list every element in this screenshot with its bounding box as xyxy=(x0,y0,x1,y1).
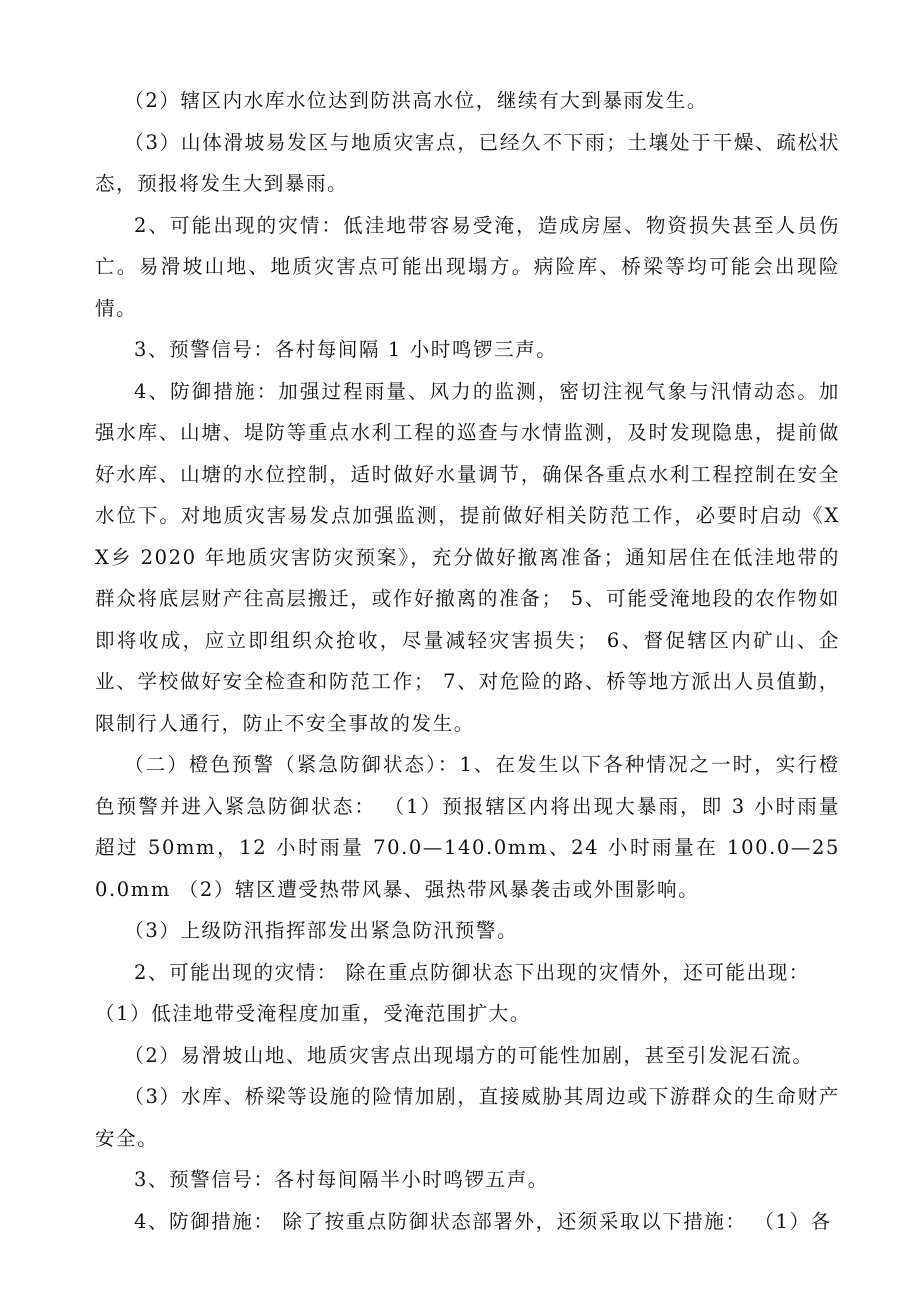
paragraph: （2）辖区内水库水位达到防洪高水位，继续有大到暴雨发生。 xyxy=(124,89,708,112)
paragraph: 2、可能出现的灾情：低洼地带容易受淹，造成房屋、物资损失甚至人员伤亡。易滑坡山地、地质灾害点可能出现塌方。病险库、桥梁等均可能会出现险情。 xyxy=(95,213,840,320)
paragraph: （3）水库、桥梁等设施的险情加剧，直接威胁其周边或下游群众的生命财产安全。 xyxy=(95,1085,840,1150)
document-page xyxy=(95,80,840,1242)
paragraph: （2）易滑坡山地、地质灾害点出现塌方的可能性加剧，甚至引发泥石流。 xyxy=(124,1043,814,1067)
paragraph: 4、防御措施：加强过程雨量、风力的监测，密切注视气象与汛情动态。加强水库、山塘、堤防等重点水利工程的巡查与水情监测，及时发现隐患，提前做好水库、山塘的水位控制，适时做好水量调节，确保各重点水利工程控制在安全水位下。对地质灾害易发点加强监测，提前做好相关防范工作，必要时启动《XX乡 2020 年地质灾害防灾预案》，充分做好撤离准备；通知居住在低洼地带的群众将底层财产往高层搬迁，或作好撤离的准备； 5、可能受淹地段的农作物如即将收成，应立即组织众抢收，尽量减轻灾害损失； 6、督促辖区内矿山、企业、学校做好安全检查和防范工作； 7、对危险的路、桥等地方派出人员值勤，限制行人通行，防止不安全事故的发生。 xyxy=(95,379,840,735)
paragraph: （二）橙色预警（紧急防御状态）：1、在发生以下各种情况之一时，实行橙色预警并进入紧急防御状态： （1）预报辖区内将出现大暴雨，即 3 小时雨量超过 50mm，12 小时雨量 70.0—140.0mm、24 小时雨量在 100.0—250.0mm （2）辖区遭受热带风暴、强热带风暴袭击或外围影响。 xyxy=(95,753,840,901)
paragraph: 3、预警信号：各村每间隔 1 小时鸣锣三声。 xyxy=(134,338,558,361)
paragraph: （3）上级防汛指挥部发出紧急防汛预警。 xyxy=(124,919,519,942)
paragraph: 2、可能出现的灾情： 除在重点防御状态下出现的灾情外，还可能出现： xyxy=(134,960,810,984)
paragraph: 4、防御措施： 除了按重点防御状态部署外，还须采取以下措施： （1）各 xyxy=(134,1209,832,1233)
paragraph: （3）山体滑坡易发区与地质灾害点，已经久不下雨；土壤处于干燥、疏松状态，预报将发生大到暴雨。 xyxy=(95,130,840,195)
paragraph: 3、预警信号：各村每间隔半小时鸣锣五声。 xyxy=(134,1168,549,1191)
paragraph: （1）低洼地带受淹程度加重，受淹范围扩大。 xyxy=(95,1002,532,1025)
